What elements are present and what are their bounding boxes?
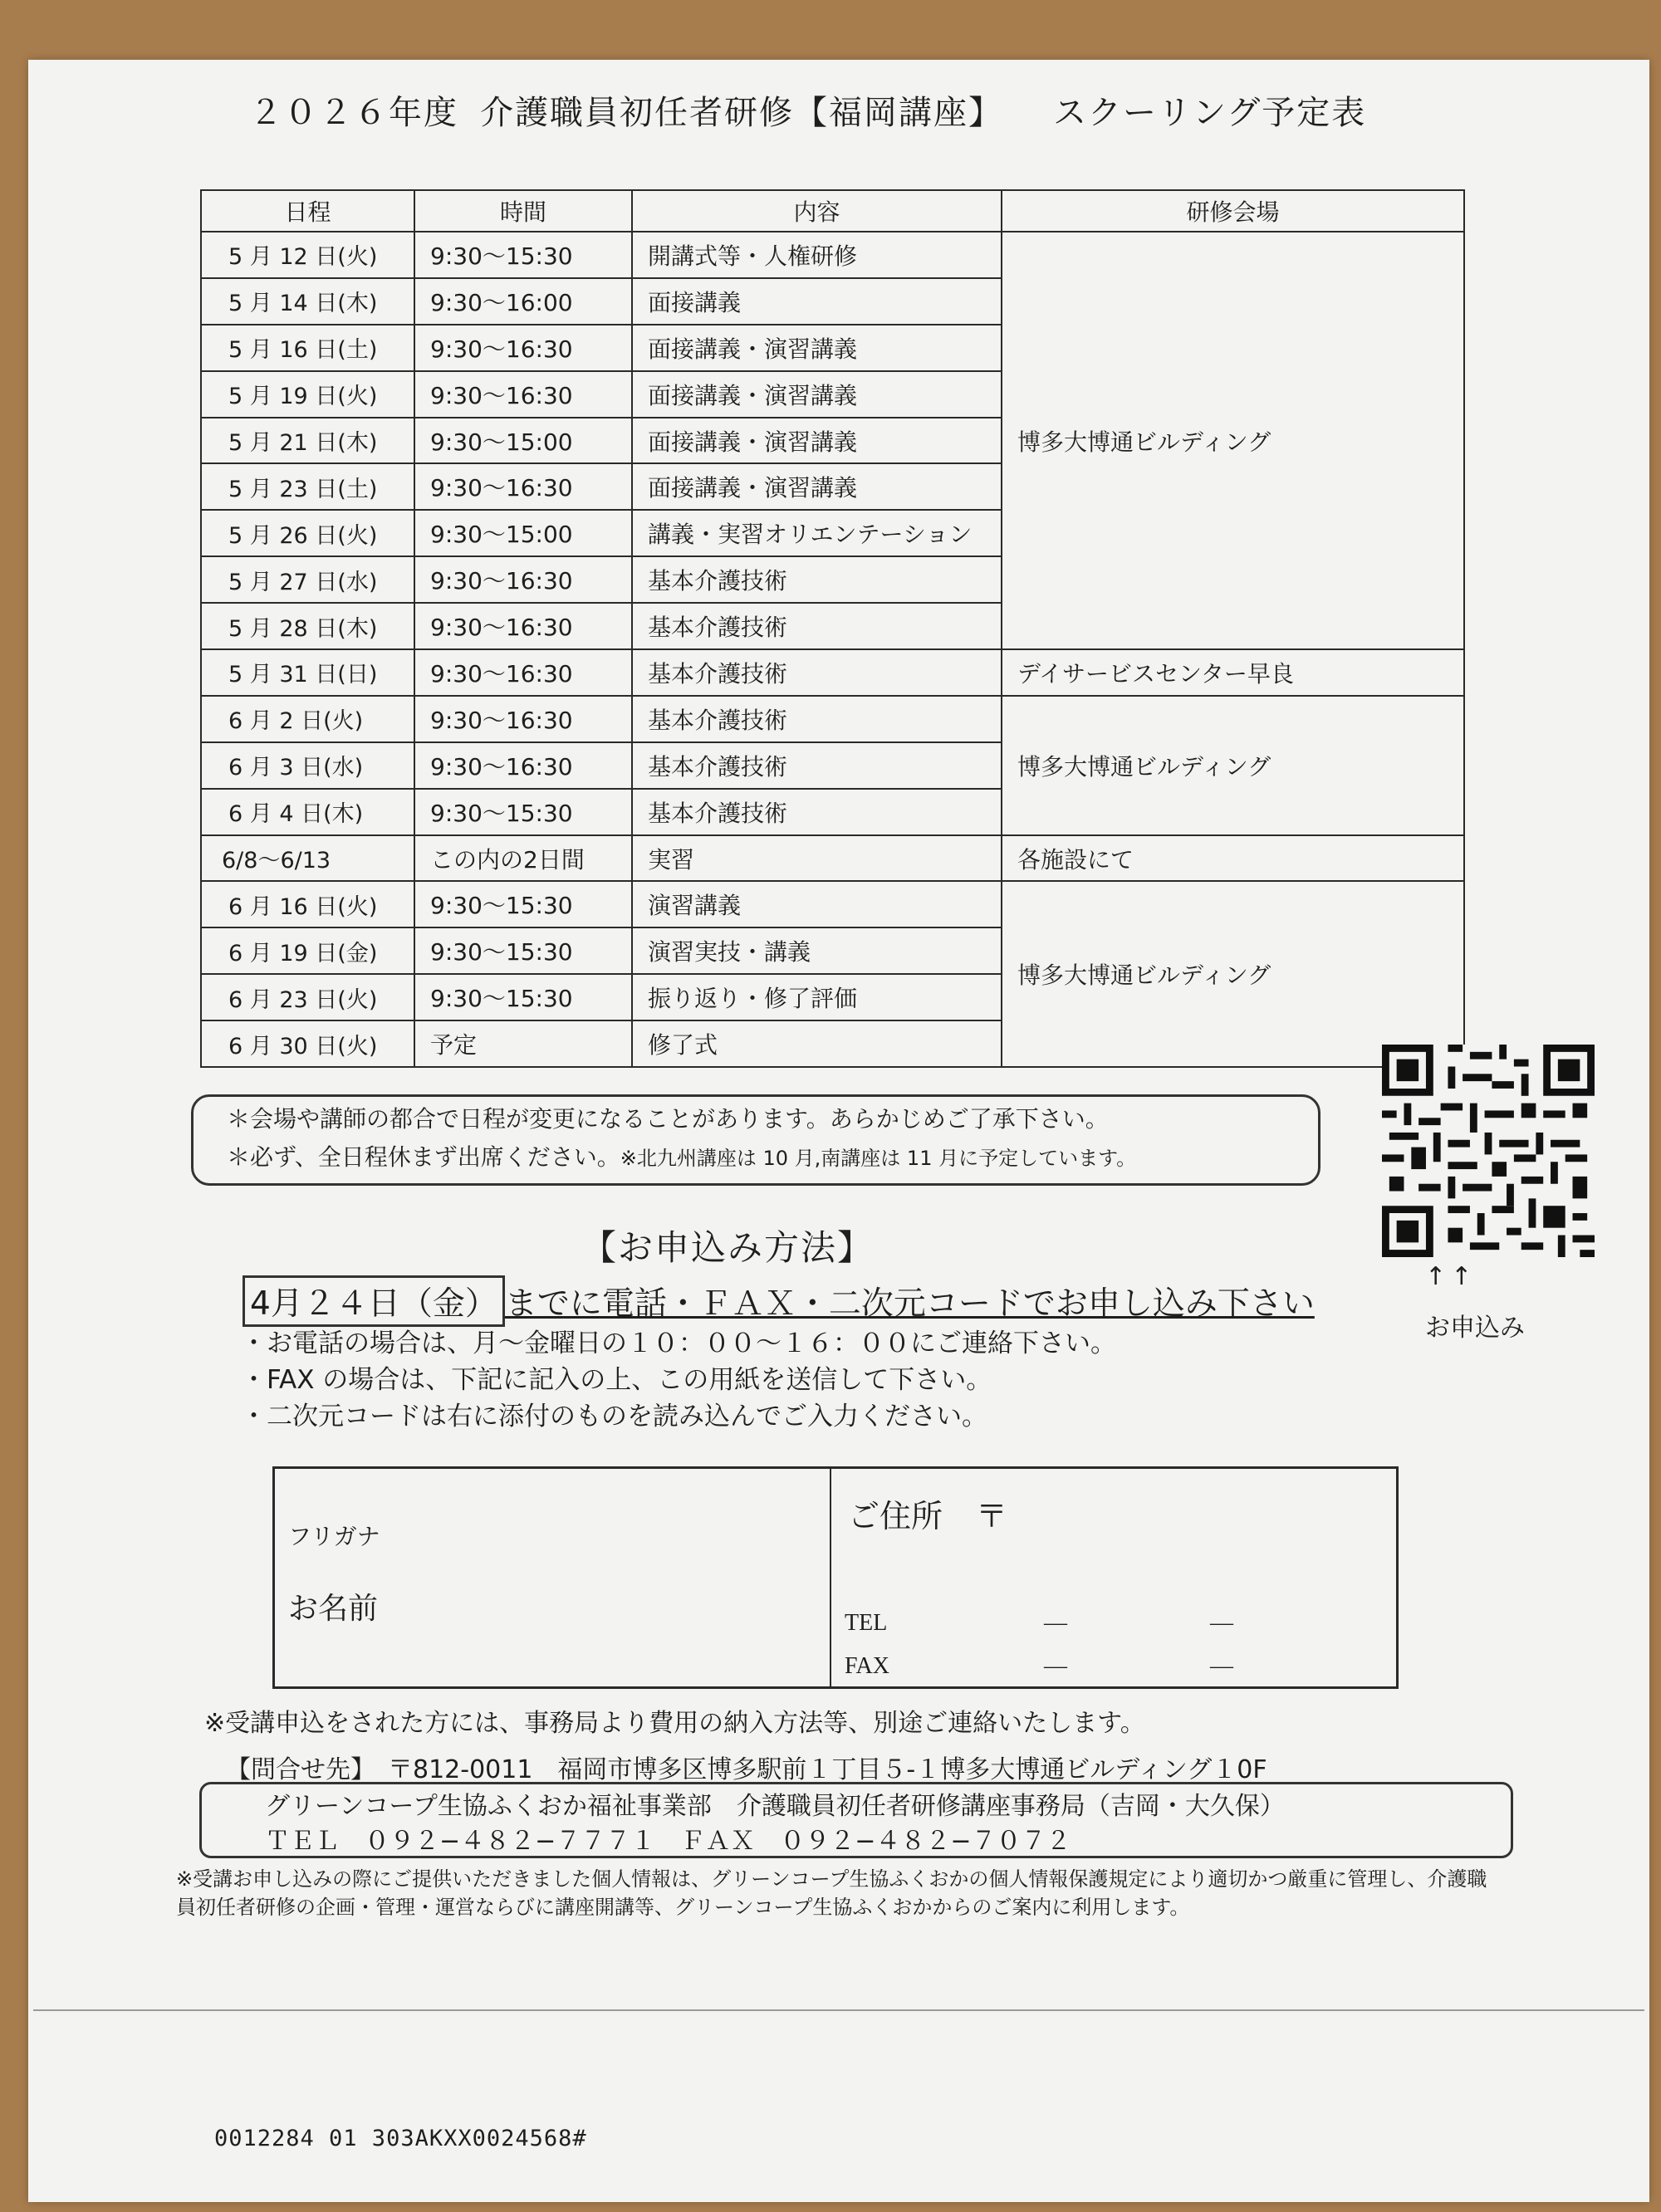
cell-content: 基本介護技術 bbox=[632, 789, 1002, 835]
furigana-label: フリガナ bbox=[288, 1523, 380, 1550]
cell-time: この内の2日間 bbox=[414, 835, 632, 882]
cell-time: 9:30～16:30 bbox=[414, 696, 632, 742]
cell-content: 面接講義・演習講義 bbox=[632, 463, 1002, 510]
inquiry-address: 【問合せ先】 〒812-0011 福岡市博多区博多駅前１丁目５-１博多大博通ビルディング１0F bbox=[226, 1755, 1267, 1784]
table-header-row bbox=[201, 190, 1464, 232]
cell-content: 基本介護技術 bbox=[632, 556, 1002, 603]
deadline-date: 4月２４日（金） bbox=[243, 1275, 505, 1327]
note-line-2 bbox=[227, 1138, 1318, 1177]
cell-date: 5 月 28 日(木) bbox=[201, 603, 414, 649]
cell-content: 開講式等・人権研修 bbox=[632, 232, 1002, 278]
cell-date: 5 月 19 日(火) bbox=[201, 371, 414, 418]
schedule-notes-box bbox=[191, 1094, 1320, 1186]
note-line-2-small: ※北九州講座は 10 月,南講座は 11 月に予定しています。 bbox=[620, 1147, 1137, 1170]
schedule-table bbox=[200, 189, 1465, 1068]
cell-time: 9:30～16:30 bbox=[414, 603, 632, 649]
cell-date: 5 月 26 日(火) bbox=[201, 510, 414, 556]
cell-time: 9:30～15:30 bbox=[414, 232, 632, 278]
page-title bbox=[249, 86, 1428, 134]
cell-date: 5 月 14 日(木) bbox=[201, 278, 414, 325]
header-content: 内容 bbox=[632, 190, 1002, 232]
contact-box bbox=[199, 1782, 1513, 1858]
deadline-text: までに電話・ＦＡＸ・二次元コードでお申し込み下さい bbox=[504, 1285, 1315, 1323]
cell-content: 面接講義・演習講義 bbox=[632, 418, 1002, 464]
header-time: 時間 bbox=[414, 190, 632, 232]
cell-date: 5 月 16 日(土) bbox=[201, 325, 414, 371]
cell-time: 9:30～15:30 bbox=[414, 974, 632, 1020]
note-line-1: ＊会場や講師の都合で日程が変更になることがあります。あらかじめご了承下さい。 bbox=[227, 1105, 1109, 1133]
bullet-qr: ・二次元コードは右に添付のものを読み込んでご入力ください。 bbox=[241, 1402, 987, 1431]
privacy-notice: ※受講お申し込みの際にご提供いただきました個人情報は、グリーンコープ生協ふくおかの個人情報保護規定により適切かつ厳重に管理し、介護職員初任者研修の企画・管理・運営ならびに講座開講等、グリーンコープ生協ふくおかからのご案内に利用します。 bbox=[176, 1867, 1487, 1919]
cell-time: 9:30～16:30 bbox=[414, 649, 632, 696]
cell-content: 面接講義 bbox=[632, 278, 1002, 325]
tel-dash-1: ― bbox=[1044, 1610, 1067, 1636]
cell-content: 演習実技・講義 bbox=[632, 927, 1002, 974]
fax-label: FAX bbox=[845, 1653, 889, 1679]
cell-date: 6 月 19 日(金) bbox=[201, 927, 414, 974]
cell-time: 9:30～15:00 bbox=[414, 510, 632, 556]
qr-code-icon[interactable] bbox=[1382, 1045, 1595, 1257]
header-venue: 研修会場 bbox=[1002, 190, 1464, 232]
cell-time: 9:30～16:30 bbox=[414, 325, 632, 371]
form-divider bbox=[830, 1469, 831, 1686]
cell-time: 9:30～15:30 bbox=[414, 881, 632, 927]
payment-notice: ※受講申込をされた方には、事務局より費用の納入方法等、別途ご連絡いたします。 bbox=[204, 1709, 1145, 1738]
table-row bbox=[201, 232, 1464, 278]
cell-venue: 各施設にて bbox=[1002, 835, 1464, 882]
title-doc: スクーリング予定表 bbox=[1053, 94, 1367, 132]
cell-content: 基本介護技術 bbox=[632, 696, 1002, 742]
table-row bbox=[201, 696, 1464, 742]
cell-time: 9:30～15:30 bbox=[414, 789, 632, 835]
cell-date: 6 月 2 日(火) bbox=[201, 696, 414, 742]
cell-date: 6 月 3 日(水) bbox=[201, 742, 414, 789]
deadline-line bbox=[243, 1275, 1315, 1327]
cell-content: 修了式 bbox=[632, 1020, 1002, 1067]
fax-dash-1: ― bbox=[1044, 1653, 1067, 1679]
qr-label: お申込み bbox=[1425, 1314, 1525, 1343]
cell-date: 6 月 23 日(火) bbox=[201, 974, 414, 1020]
cell-date: 6 月 16 日(火) bbox=[201, 881, 414, 927]
cell-date: 5 月 31 日(日) bbox=[201, 649, 414, 696]
name-field[interactable] bbox=[288, 1585, 820, 1676]
contact-org: グリーンコープ生協ふくおか福祉事業部 介護職員初任者研修講座事務局（吉岡・大久保） bbox=[265, 1792, 1285, 1821]
cell-date: 6/8～6/13 bbox=[201, 835, 414, 882]
address-field[interactable] bbox=[848, 1490, 1007, 1536]
cell-content: 面接講義・演習講義 bbox=[632, 325, 1002, 371]
cell-time: 9:30～16:30 bbox=[414, 556, 632, 603]
bullet-fax: ・FAX の場合は、下記に記入の上、この用紙を送信して下さい。 bbox=[241, 1365, 992, 1395]
cell-date: 5 月 27 日(水) bbox=[201, 556, 414, 603]
table-row bbox=[201, 835, 1464, 882]
address-label: ご住所 bbox=[848, 1498, 943, 1534]
tel-dash-2: ― bbox=[1210, 1610, 1233, 1636]
method-title: 【お申込み方法】 bbox=[581, 1227, 875, 1268]
cell-content: 実習 bbox=[632, 835, 1002, 882]
header-date: 日程 bbox=[201, 190, 414, 232]
cell-content: 基本介護技術 bbox=[632, 742, 1002, 789]
cell-time: 9:30～16:30 bbox=[414, 742, 632, 789]
fax-dash-2: ― bbox=[1210, 1653, 1233, 1679]
cell-date: 5 月 12 日(火) bbox=[201, 232, 414, 278]
cell-time: 予定 bbox=[414, 1020, 632, 1067]
cell-content: 講義・実習オリエンテーション bbox=[632, 510, 1002, 556]
title-year: ２０２６年度 bbox=[249, 94, 458, 132]
tel-label: TEL bbox=[845, 1610, 888, 1636]
contact-phones: ＴＥＬ ０９２−４８２−７７７１ ＦＡＸ ０９２−４８２−７０７２ bbox=[265, 1827, 1071, 1856]
cell-content: 基本介護技術 bbox=[632, 603, 1002, 649]
cell-content: 演習講義 bbox=[632, 881, 1002, 927]
table-row bbox=[201, 649, 1464, 696]
cell-content: 振り返り・修了評価 bbox=[632, 974, 1002, 1020]
tel-field[interactable] bbox=[845, 1610, 1376, 1637]
cut-line bbox=[33, 2009, 1644, 2011]
table-row bbox=[201, 881, 1464, 927]
note-line-2-main: ＊必ず、全日程休まず出席ください。 bbox=[227, 1143, 620, 1171]
cell-content: 面接講義・演習講義 bbox=[632, 371, 1002, 418]
cell-date: 5 月 21 日(木) bbox=[201, 418, 414, 464]
cell-content: 基本介護技術 bbox=[632, 649, 1002, 696]
cell-venue: 博多大博通ビルディング bbox=[1002, 696, 1464, 835]
title-course: 介護職員初任者研修【福岡講座】 bbox=[480, 94, 1003, 132]
cell-time: 9:30～16:30 bbox=[414, 371, 632, 418]
cell-time: 9:30～15:30 bbox=[414, 927, 632, 974]
cell-date: 6 月 4 日(木) bbox=[201, 789, 414, 835]
barcode-text: 0012284 01 303AKXX0024568# bbox=[214, 2126, 587, 2151]
name-label: お名前 bbox=[288, 1592, 379, 1626]
bullet-phone: ・お電話の場合は、月～金曜日の１０：００～１６：００にご連絡下さい。 bbox=[241, 1329, 1116, 1358]
cell-time: 9:30～16:00 bbox=[414, 278, 632, 325]
cell-time: 9:30～15:00 bbox=[414, 418, 632, 464]
application-form bbox=[272, 1466, 1399, 1689]
cell-venue: デイサービスセンター早良 bbox=[1002, 649, 1464, 696]
cell-venue: 博多大博通ビルディング bbox=[1002, 881, 1464, 1067]
qr-arrows: ↑↑ bbox=[1425, 1262, 1477, 1291]
cell-date: 5 月 23 日(土) bbox=[201, 463, 414, 510]
cell-date: 6 月 30 日(火) bbox=[201, 1020, 414, 1067]
postal-mark: 〒 bbox=[976, 1498, 1008, 1534]
fax-field[interactable] bbox=[845, 1653, 1376, 1680]
cell-venue: 博多大博通ビルディング bbox=[1002, 232, 1464, 649]
cell-time: 9:30～16:30 bbox=[414, 463, 632, 510]
